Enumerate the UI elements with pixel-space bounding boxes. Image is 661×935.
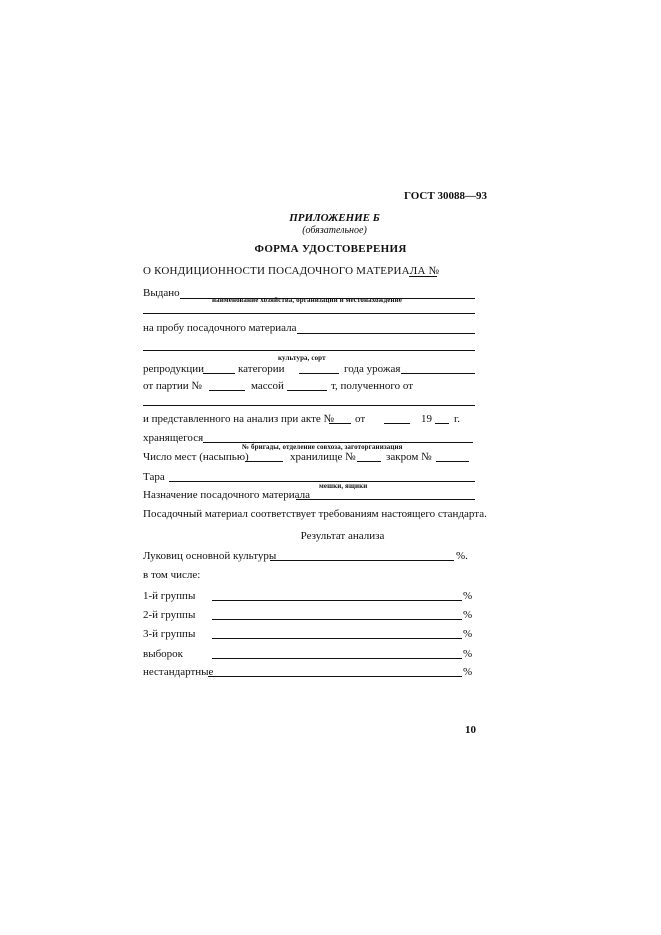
purpose-line[interactable] [296,499,475,500]
storage-label: хранилище № [290,451,356,463]
culls-label: выборок [143,648,184,660]
submitted-label: и представленного на анализ при акте № [143,413,335,425]
group2-label: 2-й группы [143,609,196,621]
bin-label: закром № [386,451,432,463]
container-caption: мешки, ящики [319,482,368,490]
culls-percent: % [463,648,473,660]
nonstandard-line[interactable] [208,676,462,677]
appendix-note: (обязательное) [302,225,367,236]
sample-line[interactable] [297,333,475,334]
act-number-line[interactable] [329,423,351,424]
batch-label: от партии № [143,380,202,392]
stored-label: хранящегося [143,432,204,444]
container-label: Тара [143,471,165,483]
storage-line[interactable] [357,461,381,462]
main-bulbs-percent: %. [456,550,468,562]
group2-line[interactable] [212,619,462,620]
form-title: ФОРМА УДОСТОВЕРЕНИЯ [254,243,407,255]
act-date-line[interactable] [384,423,410,424]
appendix-title: ПРИЛОЖЕНИЕ Б [289,212,380,224]
main-bulbs-label: Луковиц основной культуры [143,550,277,562]
reproduction-line[interactable] [203,373,235,374]
places-label: Число мест (насыпью) [143,451,249,463]
group1-label: 1-й группы [143,590,196,602]
issued-caption: наименование хозяйства, организации и местонахождение [212,296,402,304]
year-line[interactable] [435,423,449,424]
stored-caption: № бригады, отделение совхоза, заготорганизация [242,443,403,451]
harvest-year-label: года урожая [344,363,401,375]
main-bulbs-line[interactable] [270,560,454,561]
crop-line[interactable] [143,350,475,351]
category-label: категории [238,363,285,375]
year-suffix: г. [454,413,461,425]
issued-label: Выдано [143,287,180,299]
nonstandard-label: нестандартные [143,666,214,678]
culls-line[interactable] [212,658,462,659]
page-number: 10 [465,724,476,736]
group3-label: 3-й группы [143,628,196,640]
compliance-text: Посадочный материал соответствует требованиям настоящего стандарта. [143,508,487,520]
issued-line-2[interactable] [143,313,475,314]
purpose-label: Назначение посадочного материала [143,489,311,501]
group2-percent: % [463,609,473,621]
sample-label: на пробу посадочного материала [143,322,297,334]
results-title: Результат анализа [300,530,385,542]
mass-line[interactable] [287,390,327,391]
received-label: т, полученного от [331,380,414,392]
nonstandard-percent: % [463,666,473,678]
group3-line[interactable] [212,638,462,639]
reproduction-label: репродукции [143,363,205,375]
crop-caption: культура, сорт [278,354,326,362]
form-number-line[interactable] [409,276,437,277]
harvest-year-line[interactable] [401,373,475,374]
form-subtitle: О КОНДИЦИОННОСТИ ПОСАДОЧНОГО МАТЕРИАЛА № [143,265,440,277]
bin-line[interactable] [436,461,469,462]
year-prefix: 19 [421,413,432,425]
places-line[interactable] [245,461,283,462]
group1-percent: % [463,590,473,602]
category-line[interactable] [299,373,339,374]
group3-percent: % [463,628,473,640]
group1-line[interactable] [212,600,462,601]
received-line[interactable] [143,405,475,406]
including-label: в том числе: [143,569,201,581]
batch-line[interactable] [209,390,245,391]
mass-label: массой [251,380,284,392]
from-label: от [355,413,366,425]
gost-number: ГОСТ 30088—93 [404,190,487,202]
